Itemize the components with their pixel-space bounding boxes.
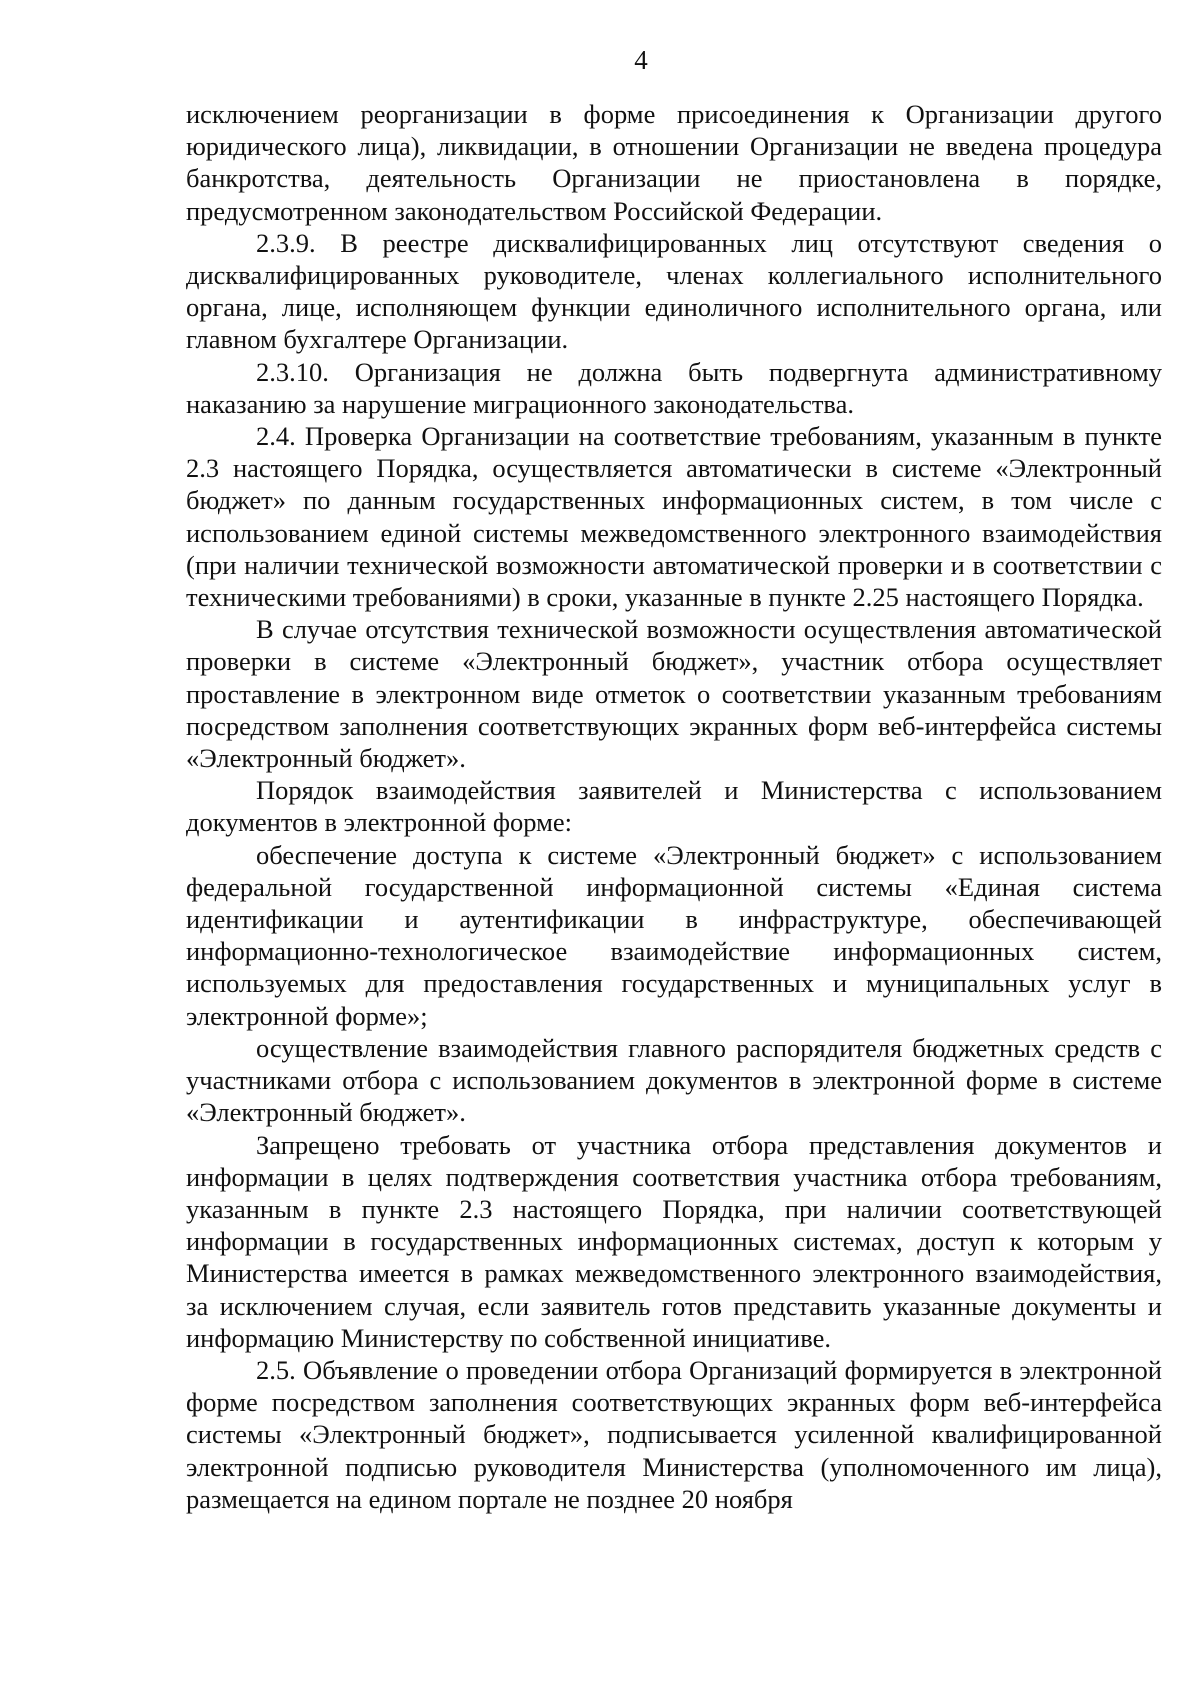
paragraph-2-3-9: 2.3.9. В реестре дисквалифицированных лиц отсутствуют сведения о дисквалифицированных руководителе, членах коллегиального исполнительного органа, лице, исполняющем функции единоличного исполнительного органа, или главном бухгалтере Организации. [186,227,1162,355]
paragraph-no-auto-check: В случае отсутствия технической возможности осуществления автоматической проверки в системе «Электронный бюджет», участник отбора осуществляет проставление в электронном виде отметок о соответствии указанным требованиям посредством заполнения соответствующих экранных форм веб-интерфейса системы «Электронный бюджет». [186,614,1162,774]
paragraph-prohibition: Запрещено требовать от участника отбора представления документов и информации в целях подтверждения соответствия участника отбора требованиям, указанным в пункте 2.3 настоящего Порядка, при наличии соответствующей информации в государственных информационных системах, доступ к которым у Министерства имеется в рамках межведомственного электронного взаимодействия, за исключением случая, если заявитель готов представить указанные документы и информацию Министерству по собственной инициативе. [186,1129,1162,1353]
paragraph-interaction-implementation: осуществление взаимодействия главного распорядителя бюджетных средств с участниками отбора с использованием документов в электронной форме в системе «Электронный бюджет». [186,1032,1162,1128]
document-body [186,98,1162,1515]
paragraph-continuation: исключением реорганизации в форме присоединения к Организации другого юридического лица), ликвидации, в отношении Организации не введена процедура банкротства, деятельность Организации не приостановлена в порядке, предусмотренном законодательством Российской Федерации. [186,99,1162,226]
page-number: 4 [634,45,648,75]
paragraph-interaction-order: Порядок взаимодействия заявителей и Министерства с использованием документов в электронной форме: [186,775,1162,838]
paragraph-2-3-10: 2.3.10. Организация не должна быть подвергнута административному наказанию за нарушение миграционного законодательства. [186,356,1162,419]
paragraph-2-4: 2.4. Проверка Организации на соответствие требованиям, указанным в пункте 2.3 настоящего Порядка, осуществляется автоматически в системе «Электронный бюджет» по данным государственных информационных систем, в том числе с использованием единой системы межведомственного электронного взаимодействия (при наличии технической возможности автоматической проверки и в соответствии с техническими требованиями) в сроки, указанные в пункте 2.25 настоящего Порядка. [186,421,1162,613]
paragraph-2-5: 2.5. Объявление о проведении отбора Организаций формируется в электронной форме посредством заполнения соответствующих экранных форм веб-интерфейса системы «Электронный бюджет», подписывается усиленной квалифицированной электронной подписью руководителя Министерства (уполномоченного им лица), размещается на едином портале не позднее 20 ноября [186,1354,1162,1514]
paragraph-access-provision: обеспечение доступа к системе «Электронный бюджет» с использованием федеральной государственной информационной системы «Единая система идентификации и аутентификации в инфраструктуре, обеспечивающей информационно-технологическое взаимодействие информационных систем, используемых для предоставления государственных и муниципальных услуг в электронной форме»; [186,839,1162,1031]
